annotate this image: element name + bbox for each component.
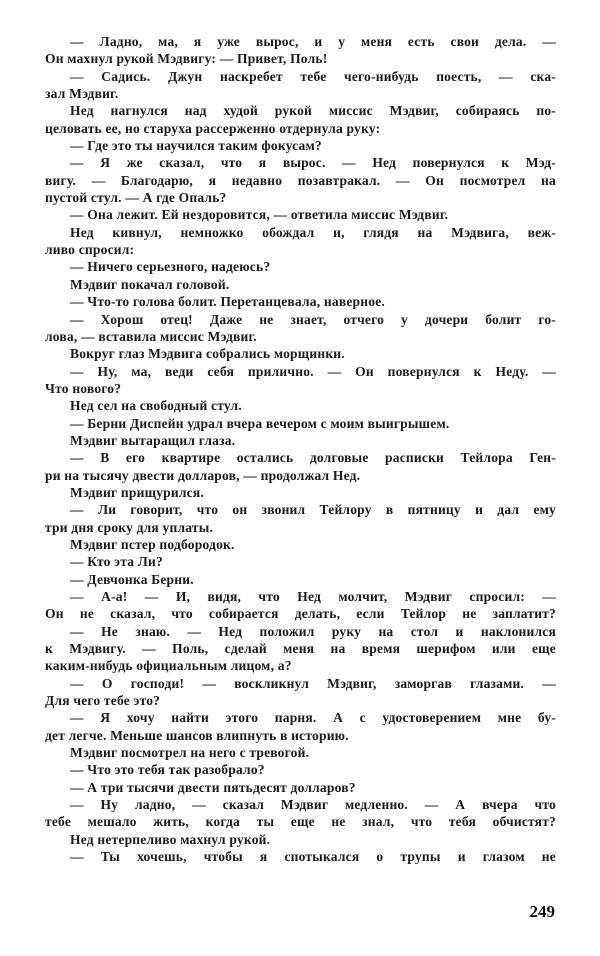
text-line: Он не сказал, что собирается делать, если Тейлор не заплатит? [45, 606, 556, 622]
text-line: Он махнул рукой Мэдвигу: — Привет, Поль! [45, 51, 328, 67]
text-line: Мэдвиг пстер подбородок. [70, 536, 235, 552]
text-line: вигу. — Благодарю, я недавно позавтракал. — Он посмотрел на [45, 172, 556, 188]
text-line: Мэдвиг вытаращил глаза. [70, 432, 236, 448]
text-line: — Кто эта Ли? [70, 554, 163, 570]
book-page-text [45, 33, 556, 866]
text-line: — Где это ты научился таким фокусам? [70, 138, 322, 154]
text-line: ливо спросил: [45, 242, 135, 258]
text-line: — В его квартире остались долговые расписки Тейлора Ген- [70, 450, 556, 466]
text-line: три дня сроку для уплаты. [45, 519, 214, 535]
text-line: Мэдвиг покачал головой. [70, 276, 230, 292]
text-line: — А-а! — И, видя, что Нед молчит, Мэдвиг спросил: — [70, 589, 556, 604]
text-line: тебе мешало жить, когда ты еще не знал, что тебя обчистят? [45, 814, 556, 830]
text-line: Вокруг глаз Мэдвига собрались морщинки. [70, 346, 345, 362]
text-line: каким-нибудь официальным лицом, а? [45, 658, 292, 674]
text-line: Что нового? [45, 380, 122, 396]
text-line: — О господи! — воскликнул Мэдвиг, заморгав глазами. — [70, 675, 556, 691]
text-line: — Садись. Джун наскребет тебе чего-нибудь поесть, — ска- [70, 68, 556, 84]
text-line: Для чего тебе это? [45, 693, 161, 709]
text-line: Мэдвиг посмотрел на него с тревогой. [70, 745, 310, 761]
text-line: Нед нетерпеливо махнул рукой. [70, 831, 271, 847]
text-line: Нед нагнулся над худой рукой миссис Мэдвиг, собираясь по- [70, 103, 556, 119]
text-line: зал Мэдвиг. [45, 86, 119, 102]
text-line: — Она лежит. Ей нездоровится, — ответила миссис Мэдвиг. [70, 207, 449, 223]
text-line: — Я же сказал, что я вырос. — Нед повернулся к Мэд- [70, 155, 556, 171]
text-line: — Ничего серьезного, надеюсь? [70, 259, 271, 275]
text-line: — Что это тебя так разобрало? [70, 762, 265, 778]
text-line: — Ли говорит, что он звонил Тейлору в пятницу и дал ему [70, 502, 556, 518]
text-line: Нед кивнул, немножко обождал и, глядя на Мэдвига, веж- [70, 224, 556, 240]
text-line: — Не знаю. — Нед положил руку на стол и наклонился [70, 623, 556, 639]
text-line: дет легче. Меньше шансов влипнуть в историю. [45, 727, 349, 743]
text-line: — Ладно, ма, я уже вырос, и у меня есть свои дела. — [70, 34, 556, 49]
text-line: ри на тысячу двести долларов, — продолжал Нед. [45, 467, 361, 483]
text-line: — Ну, ма, веди себя прилично. — Он повернулся к Неду. — [70, 363, 556, 379]
text-line: — Хорош отец! Даже не знает, отчего у дочери болит го- [70, 311, 556, 327]
text-line: лова, — вставила миссис Мэдвиг. [45, 328, 257, 344]
text-line: — Берни Диспейн удрал вчера вечером с моим выигрышем. [70, 415, 450, 431]
text-line: — Я хочу найти этого парня. А с удостоверением мне бу- [70, 710, 556, 726]
text-line: — А три тысячи двести пятьдесят долларов? [70, 779, 356, 795]
text-line: — Ты хочешь, чтобы я спотыкался о трупы и глазом не [70, 849, 556, 865]
text-line: — Девчонка Берни. [70, 571, 194, 587]
page-number: 249 [529, 902, 555, 921]
text-line: — Что-то голова болит. Перетанцевала, наверное. [70, 294, 385, 310]
text-line: — Ну ладно, — сказал Мэдвиг медленно. — А вчера что [70, 797, 556, 813]
text-line: к Мэдвигу. — Поль, сделай меня на время шерифом или еще [45, 641, 556, 657]
text-line: Мэдвиг прищурился. [70, 484, 204, 500]
text-line: Нед сел на свободный стул. [70, 398, 242, 414]
text-line: пустой стул. — А где Опаль? [45, 190, 227, 206]
text-line: целовать ее, но старуха рассерженно отдернула руку: [45, 120, 381, 136]
